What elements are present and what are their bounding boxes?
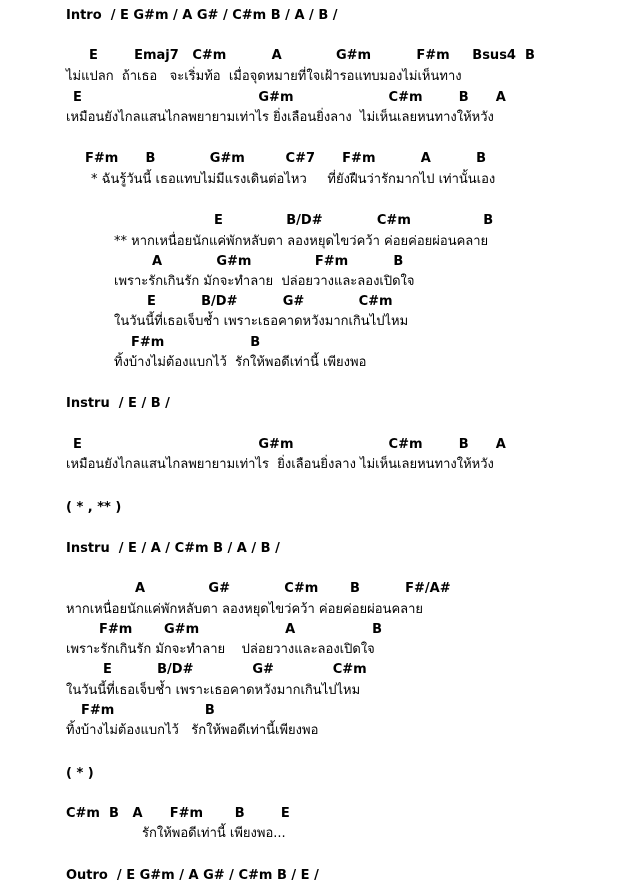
- verse1-chords-2: E G#m C#m B A: [73, 90, 506, 105]
- repeat-marker-1: ( * , ** ): [66, 500, 122, 515]
- final-chorus-lyric-1: หากเหนื่อยนักแค่พักหลับตา ลองหยุดไขว่คว้า ค่อยค่อยผ่อนคลาย: [66, 602, 424, 617]
- final-chorus-chords-3: E B/D# G# C#m: [103, 662, 367, 677]
- pre-chorus-chords: F#m B G#m C#7 F#m A B: [85, 151, 486, 166]
- ending-chords: C#m B A F#m B E: [66, 806, 290, 821]
- pre-chorus-lyric: * ฉันรู้วันนี้ เธอแทบไม่มีแรงเดินต่อไหว ที่ยังฝืนว่ารักมากไป เท่านั้นเอง: [91, 172, 496, 187]
- final-chorus-lyric-2: เพราะรักเกินรัก มักจะทำลาย ปล่อยวางและลองเปิดใจ: [66, 642, 375, 657]
- final-chorus-chords-1: A G# C#m B F#/A#: [135, 581, 451, 596]
- ending-lyric: รักให้พอดีเท่านี้ เพียงพอ...: [142, 826, 286, 841]
- final-chorus-chords-4: F#m B: [81, 703, 215, 718]
- chorus-chords-1: E B/D# C#m B: [214, 213, 494, 228]
- verse1-lyric-1: ไม่แปลก ถ้าเธอ จะเริ่มท้อ เมื่อจุดหมายที่ใจเฝ้ารอแทบมองไม่เห็นทาง: [66, 69, 462, 84]
- outro-line: Outro / E G#m / A G# / C#m B / E /: [66, 868, 319, 883]
- final-chorus-lyric-4: ทิ้งบ้างไม่ต้องแบกไว้ รักให้พอดีเท่านี้เพียงพอ: [66, 723, 319, 738]
- verse2-chords: E G#m C#m B A: [73, 437, 506, 452]
- chorus-chords-4: F#m B: [131, 335, 261, 350]
- final-chorus-chords-2: F#m G#m A B: [99, 622, 383, 637]
- verse1-chords-1: E Emaj7 C#m A G#m F#m Bsus4 B: [89, 48, 535, 63]
- verse2-lyric: เหมือนยังไกลแสนไกลพยายามเท่าไร ยิ่งเลือนยิ่งลาง ไม่เห็นเลยหนทางให้หวัง: [66, 457, 494, 472]
- instru-line-1: Instru / E / B /: [66, 396, 170, 411]
- chorus-lyric-2: เพราะรักเกินรัก มักจะทำลาย ปล่อยวางและลองเปิดใจ: [114, 274, 415, 289]
- chorus-chords-3: E B/D# G# C#m: [147, 294, 393, 309]
- chorus-lyric-3: ในวันนี้ที่เธอเจ็บช้ำ เพราะเธอคาดหวังมากเกินไปไหม: [114, 314, 409, 329]
- final-chorus-lyric-3: ในวันนี้ที่เธอเจ็บช้ำ เพราะเธอคาดหวังมากเกินไปไหม: [66, 683, 361, 698]
- verse1-lyric-2: เหมือนยังไกลแสนไกลพยายามเท่าไร ยิ่งเลือนยิ่งลาง ไม่เห็นเลยหนทางให้หวัง: [66, 110, 494, 125]
- chorus-chords-2: A G#m F#m B: [152, 254, 404, 269]
- intro-line: Intro / E G#m / A G# / C#m B / A / B /: [66, 8, 338, 23]
- repeat-marker-2: ( * ): [66, 766, 94, 781]
- instru-line-2: Instru / E / A / C#m B / A / B /: [66, 541, 280, 556]
- chorus-lyric-4: ทิ้งบ้างไม่ต้องแบกไว้ รักให้พอดีเท่านี้ เพียงพอ: [114, 355, 367, 370]
- chorus-lyric-1: ** หากเหนื่อยนักแค่พักหลับตา ลองหยุดไขว่คว้า ค่อยค่อยผ่อนคลาย: [114, 234, 489, 249]
